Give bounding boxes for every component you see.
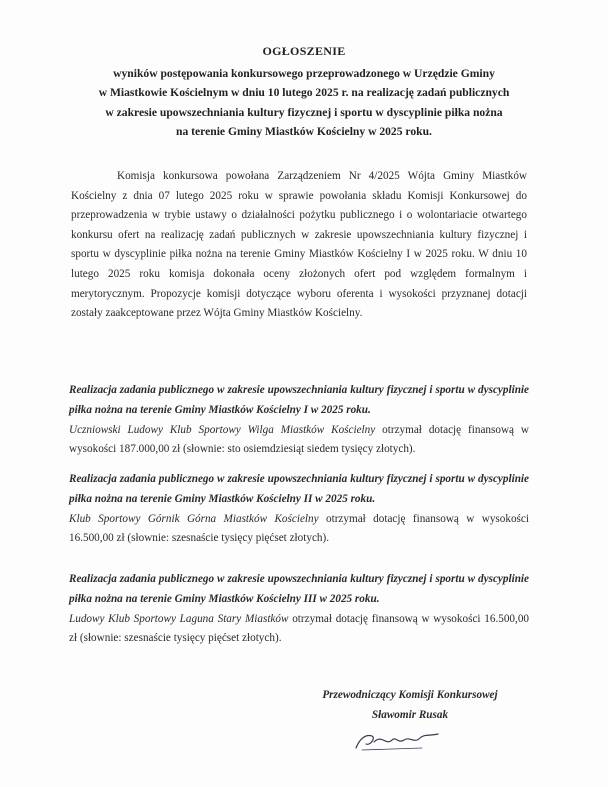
grant-section-2 [69,470,529,549]
announcement-title: OGŁOSZENIE [262,44,346,58]
signature-block [290,686,530,725]
club-name: Klub Sportowy Górnik Górna Miastków Kościelny [69,512,319,525]
header-line: w zakresie upowszechniania kultury fizycznej i sportu w dyscyplinie piłka nożna [105,105,503,119]
section-heading: Realizacja zadania publicznego w zakresie upowszechniania kultury fizycznej i sportu w dyscyplinie piłka nożna na terenie Gminy Miastków Kościelny I w 2025 roku. [69,384,529,416]
handwritten-signature [352,728,442,752]
grant-text: otrzymał dotację finansową w wysokości 187.000,00 zł (słownie: sto osiemdziesiąt siedem tysięcy złotych). [69,423,529,456]
grant-section-3 [69,570,529,649]
grant-text: otrzymał dotację finansową w wysokości 16.500,00 zł (słownie: szesnaście tysięcy pięćset złotych). [69,512,529,545]
signature-role: Przewodniczący Komisji Konkursowej [322,689,498,701]
announcement-header [60,42,548,142]
grant-text: otrzymał dotację finansową w wysokości 16.500,00 zł (słownie: szesnaście tysięcy pięćset złotych). [69,612,530,645]
club-name: Uczniowski Ludowy Klub Sportowy Wilga Miastków Kościelny [69,423,376,436]
header-line: na terenie Gminy Miastków Kościelny w 2025 roku. [176,125,432,138]
grant-section-1 [69,381,529,460]
intro-paragraph: Komisja konkursowa powołana Zarządzeniem Nr 4/2025 Wójta Gminy Miastków Kościelny z dnia 07 lutego 2025 roku w sprawie powołania składu Komisji Konkursowej do przeprowadzenia w trybie ustawy o działalności pożytku publicznego i o wolontariacie otwartego konkursu ofert na realizację zadań publicznych w zakresie upowszechniania kultury fizycznej i sportu w dyscyplinie piłka nożna na terenie Gminy Miastków Kościelny I w 2025 roku. W dniu 10 lutego 2025 roku komisja dokonała oceny złożonych ofert pod względem formalnym i merytorycznym. Propozycje komisji dotyczące wyboru oferenta i wysokości przyznanej dotacji zostały zaakceptowane przez Wójta Gminy Miastków Kościelny. [71,170,527,320]
section-heading: Realizacja zadania publicznego w zakresie upowszechniania kultury fizycznej i sportu w dyscyplinie piłka nożna na terenie Gminy Miastków Kościelny II w 2025 roku. [69,473,529,505]
section-heading: Realizacja zadania publicznego w zakresie upowszechniania kultury fizycznej i sportu w dyscyplinie piłka nożna na terenie Gminy Miastków Kościelny III w 2025 roku. [69,573,529,605]
header-line: wyników postępowania konkursowego przeprowadzonego w Urzędzie Gminy [113,66,495,80]
header-line: w Miastkowie Kościelnym w dniu 10 lutego 2025 r. na realizację zadań publicznych [98,86,510,99]
club-name: Ludowy Klub Sportowy Laguna Stary Miastków [69,612,289,625]
signature-name: Sławomir Rusak [371,708,449,721]
